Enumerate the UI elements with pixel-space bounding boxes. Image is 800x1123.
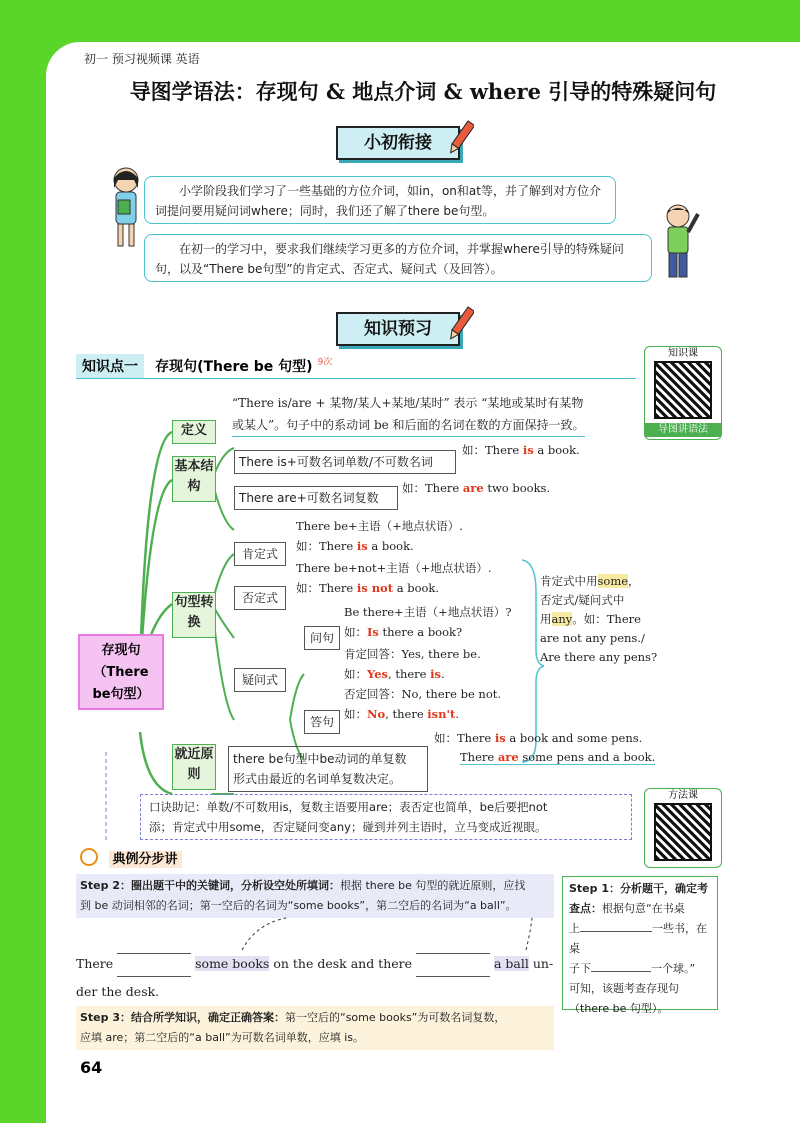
pencil-icon [448,304,474,344]
qr-bottom-label: 导图讲语法 [645,423,721,437]
qr-top-label: 知识课 [668,348,698,359]
positive-form-label: 肯定式 [234,542,286,566]
definition-text [232,392,585,437]
mnemonic-line-2: 添；肯定式中用some，否定疑问变any；碰到并列主语时，立马变成近视眼。 [149,820,547,834]
intro-bubble-1: 小学阶段我们学习了一些基础的方位介词，如in，on和at等，并了解到对方位介词提问要用疑问词where；同时，我们还了解了there be句型。 [144,176,616,224]
definition-line-2: 或某人”。句子中的系动词 be 和后面的名词在数的方面保持一致。 [232,418,585,432]
step-2-title: Step 2：圈出题干中的关键词，分析设空处所填词： [80,879,340,892]
answer-no-example: 如：No, there isn't. [344,707,459,721]
knowledge-point-name: 存现句(There be 句型) [155,359,313,375]
mnemonic-box [140,794,632,840]
structure-label: 基本结构 [172,456,216,502]
knowledge-point-tag: 知识点一 [76,354,144,378]
qr-method-course[interactable] [644,788,722,868]
section-preview-label: 知识预习 [364,319,432,339]
definition-line-1: “There is/are + 某物/某人+某地/某时” 表示 “某地或某时有某物 [232,396,584,410]
example-header: 典例分步讲 [80,848,182,870]
example-question: There some books on the desk and there a ball un- der the desk. [76,950,556,1006]
transform-label: 句型转换 [172,592,216,638]
knowledge-point-header [76,354,636,379]
page [46,42,800,1123]
question-sentence-label: 问句 [304,626,340,650]
structure-example-2: 如：There are two books. [402,481,551,495]
answer-sentence-label: 答句 [304,710,340,734]
answer-yes-example: 如：Yes, there is. [344,667,445,681]
answer-no-rule: 否定回答：No, there be not. [344,687,502,701]
step-2-box: Step 2：圈出题干中的关键词，分析设空处所填词：根据 there be 句型的就近原则，应找 到 be 动词相邻的名词；第一空后的名词为“some books”，第二空后的名词为“a ball”。 [76,874,554,918]
structure-item-1: There is+可数名词单数/不可数名词 [234,450,456,474]
page-number: 64 [80,1058,103,1077]
positive-form-example: 如：There is a book. [296,539,414,553]
section-bridge-label: 小初衔接 [364,133,432,153]
structure-item-2: There are+可数名词复数 [234,486,398,510]
step-1-box: Step 1：分析题干，确定考 查点：根据句意“在书桌 上 一些书，在桌 子下 一个球。” 可知，该题考查存现句 （there be 句型）。 [562,876,718,1010]
answer-yes-rule: 肯定回答：Yes, there be. [344,647,481,661]
mnemonic-line-1: 口诀助记：单数/不可数用is，复数主语要用are；表否定也简单，be后要把not [149,800,548,814]
negative-form-label: 否定式 [234,586,286,610]
pencil-icon [448,118,474,158]
boy-student-icon [654,202,704,282]
proximity-example-1: 如：There is a book and some pens. [434,731,643,745]
qr-code-icon [654,803,712,861]
answer-blank-1[interactable] [117,953,191,977]
negative-form-rule: There be+not+主语（+地点状语）. [296,561,492,575]
proximity-rule: there be句型中be动词的单复数 形式由最近的名词单复数决定。 [228,746,428,792]
question-form-label: 疑问式 [234,668,286,692]
proximity-example-2: There are some pens and a book. [460,750,656,764]
girl-student-icon [104,164,148,254]
definition-label: 定义 [172,420,216,444]
knowledge-point-count: 9次 [317,357,333,368]
question-sentence-rule: Be there+主语（+地点状语）? [344,605,512,619]
negative-form-example: 如：There is not a book. [296,581,440,595]
step-3-title: Step 3：结合所学知识，确定正确答案： [80,1011,285,1024]
structure-example-1: 如：There is a book. [462,443,580,457]
breadcrumb: 初一 预习视频课 英语 [84,52,200,66]
annotation-arrows [226,914,546,954]
proximity-label: 就近原则 [172,744,216,790]
qr-top-label: 方法课 [668,790,698,801]
question-sentence-example: 如：Is there a book? [344,625,463,639]
positive-form-rule: There be+主语（+地点状语）. [296,519,463,533]
section-preview-banner [336,312,460,346]
page-title: 导图学语法：存现句 & 地点介词 & where 引导的特殊疑问句 [129,79,717,104]
section-bridge-banner [336,126,460,160]
root-node: 存现句（There be句型） [78,634,164,710]
example-icon [80,848,98,866]
some-any-note: 肯定式中用some， 否定式/疑问式中 用any。如：There are not any pens./ Are there any pens? [540,574,658,664]
step-3-box: Step 3：结合所学知识，确定正确答案：第一空后的“some books”为可数名词复数， 应填 are；第二空后的“a ball”为可数名词单数，应填 is。 [76,1006,554,1050]
intro-bubble-2: 在初一的学习中，要求我们继续学习更多的方位介词，并掌握where引导的特殊疑问句，以及“There be句型”的肯定式、否定式、疑问式（及回答）。 [144,234,652,282]
answer-blank-2[interactable] [416,953,490,977]
